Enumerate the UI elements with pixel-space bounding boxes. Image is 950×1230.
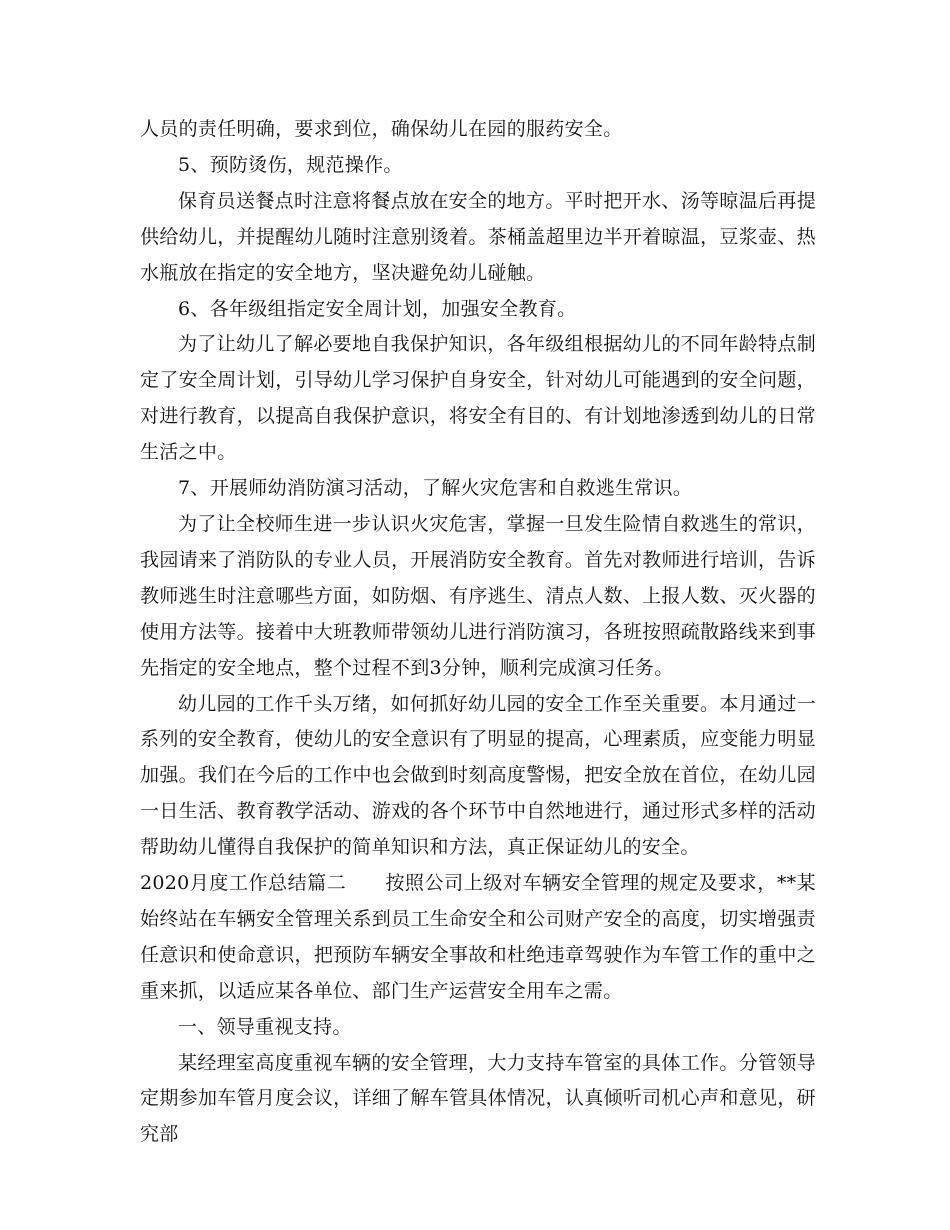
document-page: [140, 112, 816, 1153]
paragraph-continuation: 人员的责任明确，要求到位，确保幼儿在园的服药安全。: [140, 118, 623, 140]
section-heading-7: 7、开展师幼消防演习活动，了解火灾危害和自救逃生常识。: [178, 477, 693, 500]
paragraph-leadership: 某经理室高度重视车辆的安全管理，大力支持车管室的具体工作。分管领导定期参加车管月度会议，详细了解车管具体情况，认真倾听司机心声和意见，研究部: [140, 1051, 816, 1146]
section-heading-5: 5、预防烫伤，规范操作。: [178, 153, 403, 176]
paragraph-safety-plan: 为了让幼儿了解必要地自我保护知识，各年级组根据幼儿的不同年龄特点制定了安全周计划，引导幼儿学习保护自身安全，针对幼儿可能遇到的安全问题，对进行教育，以提高自我保护意识，将安全有目的、有计划地渗透到幼儿的日常生活之中。: [140, 333, 816, 464]
article-two-opening: 2020月度工作总结篇二 按照公司上级对车辆安全管理的规定及要求，**某始终站在车辆安全管理关系到员工生命安全和公司财产安全的高度，切实增强责任意识和使命意识，把预防车辆安全事故和杜绝违章驾驶作为车管工作的重中之重来抓，以适应某各单位、部门生产运营安全用车之需。: [140, 872, 816, 1002]
paragraph-burn-prevention: 保育员送餐点时注意将餐点放在安全的地方。平时把开水、汤等晾温后再提供给幼儿，并提醒幼儿随时注意别烫着。茶桶盖超里边半开着晾温，豆浆壶、热水瓶放在指定的安全地方，坚决避免幼儿碰触。: [140, 189, 816, 284]
section-heading-6: 6、各年级组指定安全周计划，加强安全教育。: [178, 297, 577, 320]
paragraph-summary: 幼儿园的工作千头万绪，如何抓好幼儿园的安全工作至关重要。本月通过一系列的安全教育，使幼儿的安全意识有了明显的提高，心理素质，应变能力明显加强。我们在今后的工作中也会做到时刻高度警惕，把安全放在首位，在幼儿园一日生活、教育教学活动、游戏的各个环节中自然地进行，通过形式多样的活动帮助幼儿懂得自我保护的简单知识和方法，真正保证幼儿的安全。: [140, 692, 816, 859]
section-heading-leadership: 一、领导重视支持。: [178, 1015, 352, 1038]
paragraph-fire-drill: 为了让全校师生进一步认识火灾危害，掌握一旦发生险情自救逃生的常识，我园请来了消防队的专业人员，开展消防安全教育。首先对教师进行培训，告诉教师逃生时注意哪些方面，如防烟、有序逃生、清点人数、上报人数、灭火器的使用方法等。接着中大班教师带领幼儿进行消防演习，各班按照疏散路线来到事先指定的安全地点，整个过程不到3分钟，顺利完成演习任务。: [140, 512, 816, 679]
